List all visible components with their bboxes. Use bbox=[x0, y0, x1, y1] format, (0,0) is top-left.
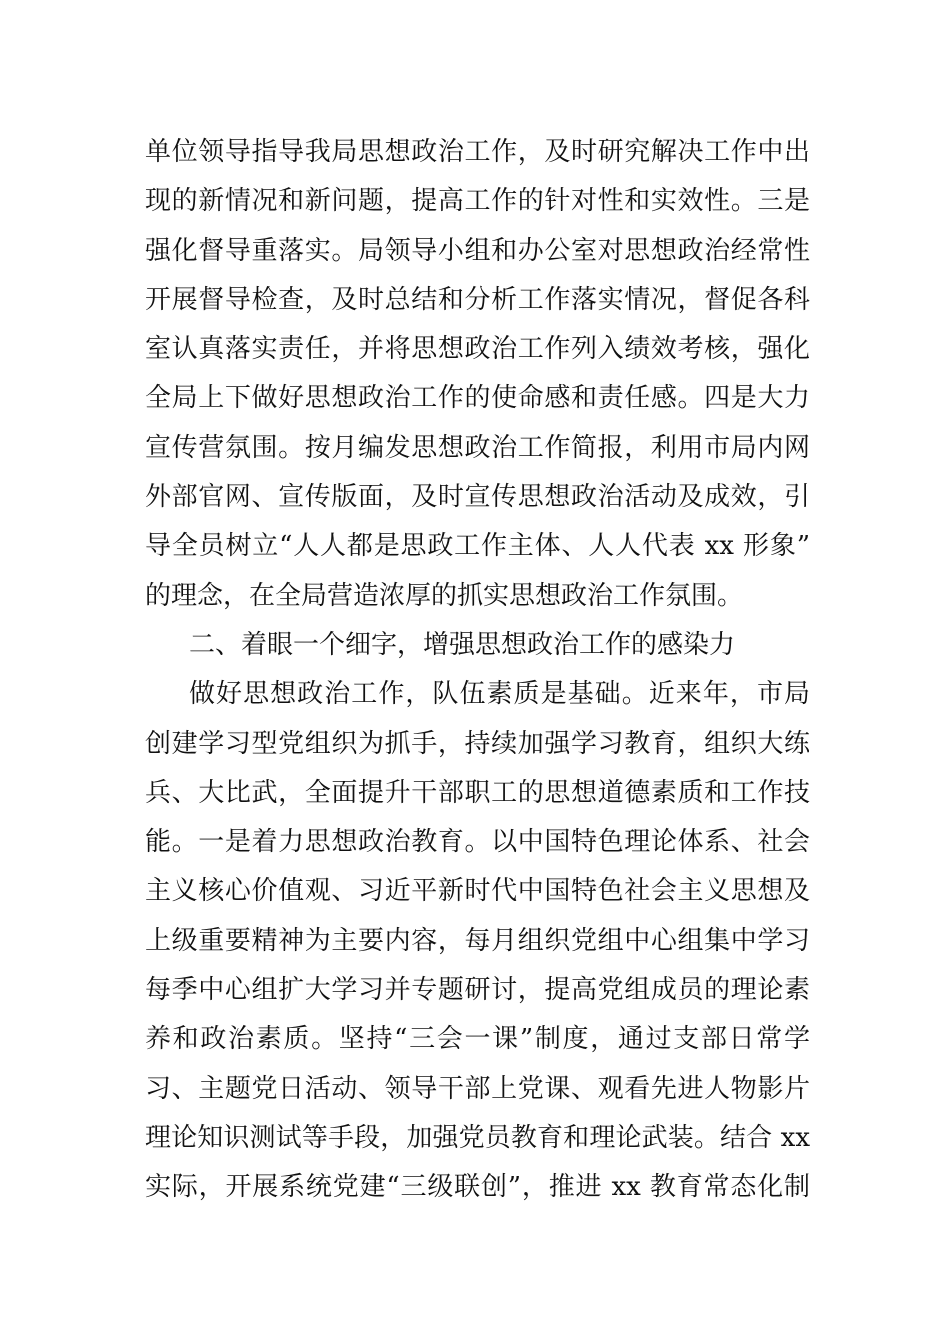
text-line-9: 导全员树立“人人都是思政工作主体、人人代表 xx 形象” bbox=[145, 531, 810, 562]
body-text bbox=[145, 128, 810, 1213]
text-line-10: 的理念，在全局营造浓厚的抓实思想政治工作氛围。 bbox=[145, 580, 744, 611]
text-line-12: 做好思想政治工作，队伍素质是基础。近来年，市局 bbox=[189, 679, 810, 710]
text-line-14: 兵、大比武，全面提升干部职工的思想道德素质和工作技 bbox=[145, 777, 810, 808]
text-line-21: 理论知识测试等手段，加强党员教育和理论武装。结合 xx bbox=[145, 1122, 810, 1153]
text-line-6: 全局上下做好思想政治工作的使命感和责任感。四是大力 bbox=[145, 383, 810, 414]
text-line-4: 开展督导检查，及时总结和分析工作落实情况，督促各科 bbox=[145, 284, 810, 315]
text-line-8: 外部官网、宣传版面，及时宣传思想政治活动及成效，引 bbox=[145, 482, 810, 513]
text-line-15: 能。一是着力思想政治教育。以中国特色理论体系、社会 bbox=[145, 827, 810, 858]
text-line-20: 习、主题党日活动、领导干部上党课、观看先进人物影片 bbox=[145, 1073, 810, 1104]
text-line-5: 室认真落实责任，并将思想政治工作列入绩效考核，强化 bbox=[145, 334, 810, 365]
section-heading: 二、着眼一个细字，增强思想政治工作的感染力 bbox=[189, 629, 736, 660]
text-line-2: 现的新情况和新问题，提高工作的针对性和实效性。三是 bbox=[145, 186, 810, 217]
text-line-1: 单位领导指导我局思想政治工作，及时研究解决工作中出 bbox=[145, 137, 810, 167]
text-line-22: 实际，开展系统党建“三级联创”，推进 xx 教育常态化制 bbox=[145, 1172, 810, 1203]
text-line-18: 每季中心组扩大学习并专题研讨，提高党组成员的理论素 bbox=[145, 975, 810, 1006]
text-line-17: 上级重要精神为主要内容，每月组织党组中心组集中学习 bbox=[145, 925, 810, 956]
text-line-19: 养和政治素质。坚持“三会一课”制度，通过支部日常学 bbox=[145, 1024, 810, 1055]
text-line-13: 创建学习型党组织为抓手，持续加强学习教育，组织大练 bbox=[145, 728, 810, 759]
text-line-3: 强化督导重落实。局领导小组和办公室对思想政治经常性 bbox=[145, 235, 810, 266]
text-line-16: 主义核心价值观、习近平新时代中国特色社会主义思想及 bbox=[145, 876, 810, 907]
text-line-7: 宣传营氛围。按月编发思想政治工作简报，利用市局内网 bbox=[145, 432, 810, 463]
